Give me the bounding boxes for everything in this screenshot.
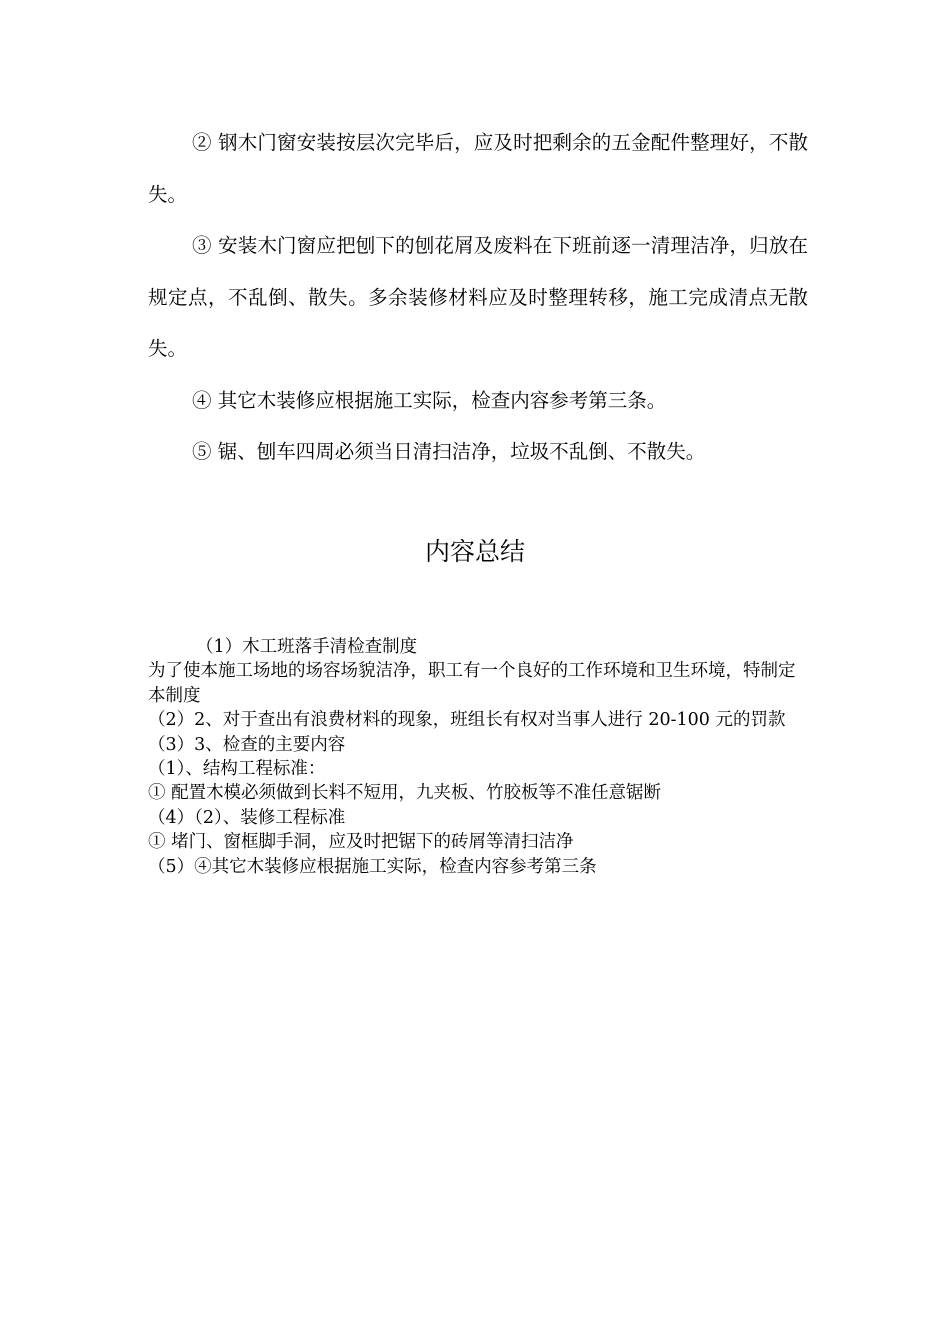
paragraph-item-4: ④ 其它木装修应根据施工实际，检查内容参考第三条。 xyxy=(192,388,667,412)
summary-line: （1）木工班落手清检查制度 xyxy=(196,637,418,657)
paragraph-item-3: ③ 安装木门窗应把刨下的刨花屑及废料在下班前逐一清理洁净，归放在规定点，不乱倒、散失。多余装修材料应及时整理转移，施工完成清点无散失。 xyxy=(148,234,808,360)
summary-line: （5）④其它木装修应根据施工实际，检查内容参考第三条 xyxy=(148,856,597,877)
summary-line: （2）2、对于查出有浪费材料的现象，班组长有权对当事人进行 20-100 元的罚款 xyxy=(148,710,786,731)
summary-title: 内容总结 xyxy=(424,537,525,566)
summary-line: （4）（2）、装修工程标准 xyxy=(148,807,346,828)
summary-line: ① 配置木模必须做到长料不短用，九夹板、竹胶板等不准任意锯断 xyxy=(148,783,662,804)
summary-line: ① 堵门、窗框脚手洞，应及时把锯下的砖屑等清扫洁净 xyxy=(148,832,574,853)
summary-section xyxy=(148,635,808,879)
paragraph-item-2: ② 钢木门窗安装按层次完毕后，应及时把剩余的五金配件整理好，不散失。 xyxy=(148,131,808,206)
paragraph-item-5: ⑤ 锯、刨车四周必须当日清扫洁净，垃圾不乱倒、不散失。 xyxy=(192,440,706,463)
summary-line: 为了使本施工场地的场容场貌洁净，职工有一个良好的工作环境和卫生环境，特制定本制度 xyxy=(148,661,796,706)
summary-line: （1）、结构工程标准： xyxy=(148,759,326,780)
body-text xyxy=(148,117,808,478)
summary-line: （3）3、检查的主要内容 xyxy=(148,734,346,755)
